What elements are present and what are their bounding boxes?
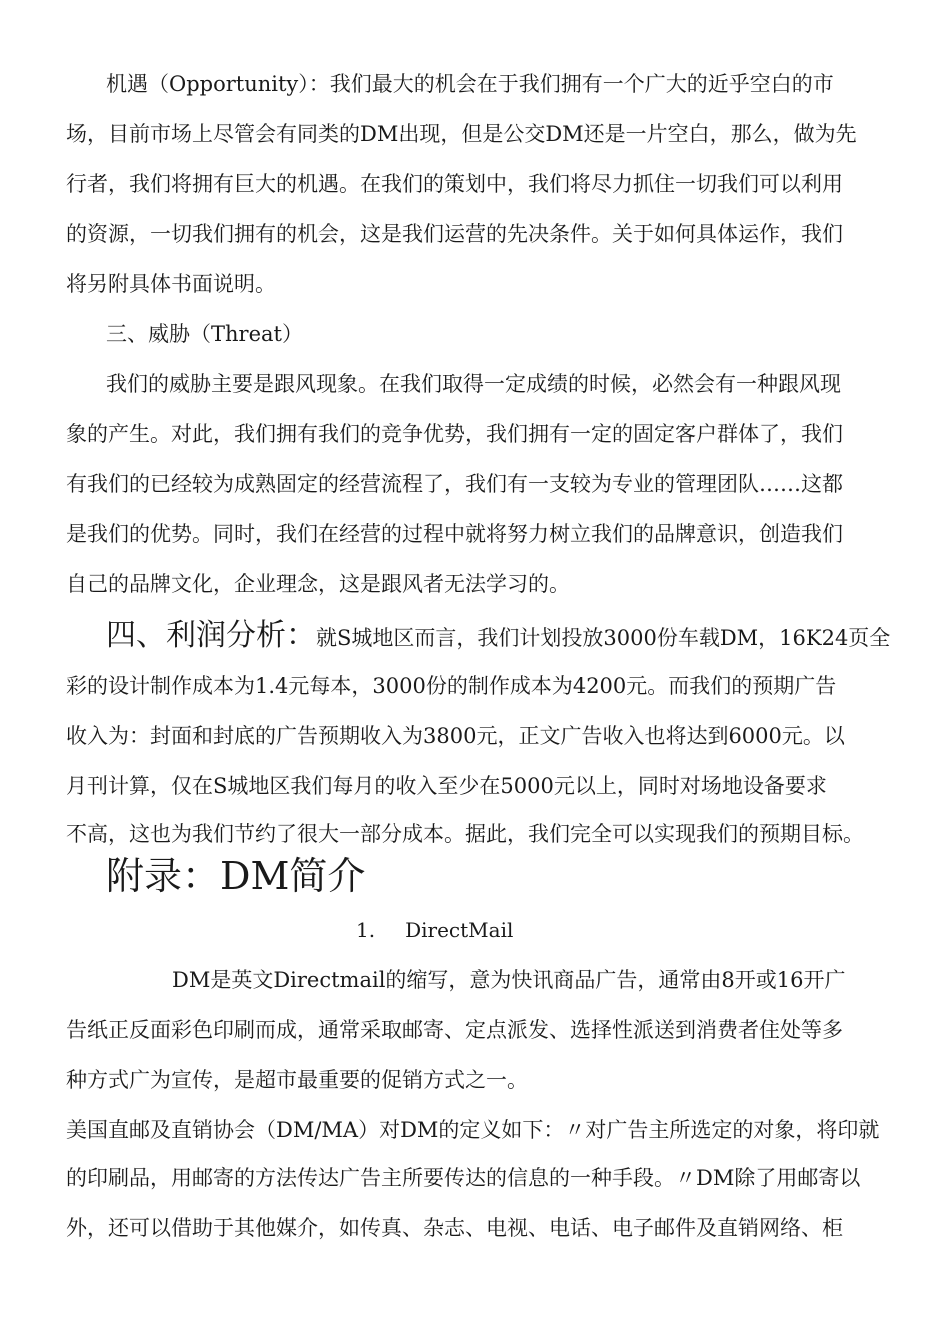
- appendix-para1-line-3: 种方式广为宣传，是超市最重要的促销方式之一。: [66, 1068, 528, 1092]
- profit-line-3: 收入为：封面和封底的广告预期收入为3800元，正文广告收入也将达到6000元。以: [66, 724, 845, 748]
- opportunity-line-2: 场，目前市场上尽管会有同类的DM出现，但是公交DM还是一片空白，那么，做为先: [66, 122, 857, 146]
- profit-line-5: 不高，这也为我们节约了很大一部分成本。据此，我们完全可以实现我们的预期目标。: [66, 822, 864, 846]
- profit-line-2: 彩的设计制作成本为1.4元每本，3000份的制作成本为4200元。而我们的预期广告: [66, 674, 837, 698]
- opportunity-line-5: 将另附具体书面说明。: [66, 272, 276, 296]
- opportunity-line-3: 行者，我们将拥有巨大的机遇。在我们的策划中，我们将尽力抓住一切我们可以利用: [66, 172, 843, 196]
- threat-line-1: 我们的威胁主要是跟风现象。在我们取得一定成绩的时候，必然会有一种跟风现: [106, 372, 841, 396]
- threat-heading: 三、威胁（Threat）: [106, 322, 303, 346]
- profit-line-1-rest: 就S城地区而言，我们计划投放3000份车载DM，16K24页全: [316, 626, 891, 650]
- appendix-subheading: [356, 916, 513, 944]
- profit-first-line: [106, 618, 901, 656]
- profit-line-4: 月刊计算，仅在S城地区我们每月的收入至少在5000元以上，同时对场地设备要求: [66, 774, 827, 798]
- appendix-para1-line-2: 告纸正反面彩色印刷而成，通常采取邮寄、定点派发、选择性派送到消费者住处等多: [66, 1018, 843, 1042]
- opportunity-line-1: 机遇（Opportunity）：我们最大的机会在于我们拥有一个广大的近乎空白的市: [106, 72, 834, 96]
- threat-line-4: 是我们的优势。同时，我们在经营的过程中就将努力树立我们的品牌意识，创造我们: [66, 522, 843, 546]
- appendix-para2-line-3: 外，还可以借助于其他媒介，如传真、杂志、电视、电话、电子邮件及直销网络、柜: [66, 1216, 843, 1240]
- subheading-text: DirectMail: [405, 918, 514, 942]
- appendix-para1-line-1: DM是英文Directmail的缩写，意为快讯商品广告，通常由8开或16开广: [172, 968, 846, 992]
- threat-line-5: 自己的品牌文化，企业理念，这是跟风者无法学习的。: [66, 572, 570, 596]
- profit-heading: 四、利润分析：: [106, 618, 316, 653]
- subheading-number: 1.: [356, 918, 376, 942]
- appendix-title: 附录：DM简介: [106, 854, 366, 898]
- threat-line-3: 有我们的已经较为成熟固定的经营流程了，我们有一支较为专业的管理团队……这都: [66, 472, 843, 496]
- appendix-para2-line-1: 美国直邮及直销协会（DM/MA）对DM的定义如下：〃对广告主所选定的对象，将印就: [66, 1118, 880, 1142]
- opportunity-line-4: 的资源，一切我们拥有的机会，这是我们运营的先决条件。关于如何具体运作，我们: [66, 222, 843, 246]
- appendix-para2-line-2: 的印刷品，用邮寄的方法传达广告主所要传达的信息的一种手段。〃DM除了用邮寄以: [66, 1166, 861, 1190]
- threat-line-2: 象的产生。对此，我们拥有我们的竞争优势，我们拥有一定的固定客户群体了，我们: [66, 422, 843, 446]
